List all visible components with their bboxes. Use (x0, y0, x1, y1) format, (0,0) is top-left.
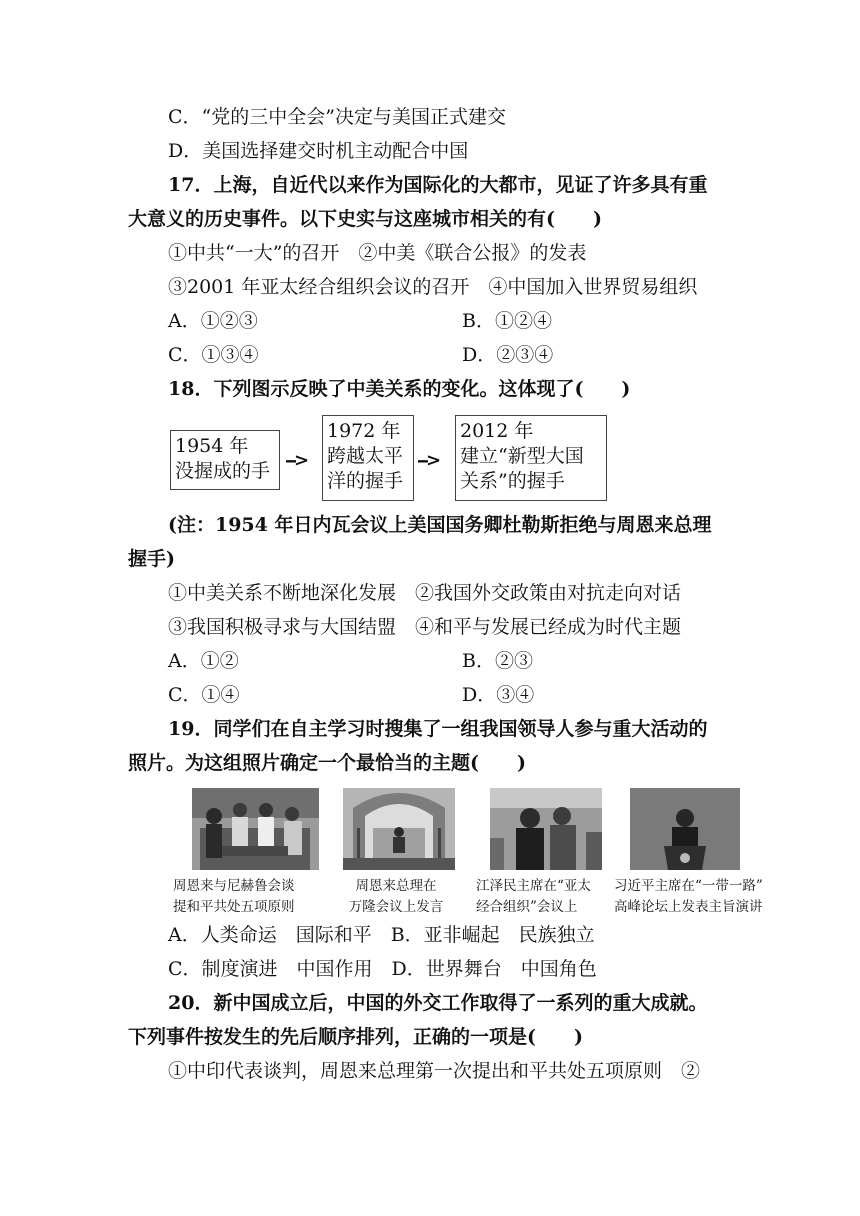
q17-items-line2: ③2001 年亚太经合组织会议的召开 ④中国加入世界贸易组织 (168, 276, 698, 298)
q19-options-cd: C．制度演进 中国作用 D．世界舞台 中国角色 (168, 958, 597, 980)
q18-items-line2: ③我国积极寻求与大国结盟 ④和平与发展已经成为时代主题 (168, 616, 682, 638)
q18-option-d: D．③④ (462, 684, 535, 706)
q17-stem-line1: 17．上海，自近代以来作为国际化的大都市，见证了许多具有重 (168, 174, 708, 196)
q18-option-a: A．①② (168, 650, 239, 672)
q18-note-line1: (注：1954 年日内瓦会议上美国国务卿杜勒斯拒绝与周恩来总理 (168, 514, 712, 536)
timeline-arrow-2: --> (417, 450, 439, 471)
photo-bandung-conference (343, 788, 455, 870)
photo-caption-4: 习近平主席在“一带一路” 高峰论坛上发表主旨演讲 (614, 878, 763, 915)
q16-option-c: C．“党的三中全会”决定与美国正式建交 (168, 106, 506, 128)
timeline-box-2012: 2012 年 建立“新型大国 关系”的握手 (455, 415, 607, 501)
q17-option-b: B．①②④ (462, 310, 552, 332)
q20-stem-line1: 20．新中国成立后，中国的外交工作取得了一系列的重大成就。 (168, 992, 708, 1014)
q18-stem: 18．下列图示反映了中美关系的变化。这体现了( ) (168, 378, 631, 400)
q19-options-ab: A．人类命运 国际和平 B．亚非崛起 民族独立 (168, 924, 595, 946)
timeline-box-1954: 1954 年 没握成的手 (170, 430, 280, 490)
photo-zhou-nehru-talks (192, 788, 319, 870)
photo-jiang-apec (490, 788, 602, 870)
q16-option-d: D．美国选择建交时机主动配合中国 (168, 140, 469, 162)
q18-option-c: C．①④ (168, 684, 240, 706)
q17-option-d: D．②③④ (462, 344, 554, 366)
q17-items-line1: ①中共“一大”的召开 ②中美《联合公报》的发表 (168, 242, 587, 264)
photo-caption-3: 江泽民主席在“亚太 经合组织”会议上 (476, 878, 591, 915)
q19-stem-line2: 照片。为这组照片确定一个最恰当的主题( ) (128, 752, 526, 774)
timeline-box-1972: 1972 年 跨越太平 洋的握手 (322, 415, 414, 501)
photo-caption-2: 周恩来总理在 万隆会议上发言 (348, 878, 444, 915)
q18-items-line1: ①中美关系不断地深化发展 ②我国外交政策由对抗走向对话 (168, 582, 682, 604)
q19-stem-line1: 19．同学们在自主学习时搜集了一组我国领导人参与重大活动的 (168, 718, 708, 740)
photo-xi-belt-road-forum (630, 788, 740, 870)
photo-caption-1: 周恩来与尼赫鲁会谈 提和平共处五项原则 (173, 878, 295, 915)
q20-stem-line2: 下列事件按发生的先后顺序排列，正确的一项是( ) (128, 1026, 583, 1048)
q18-note-line2: 握手) (128, 548, 175, 570)
q18-option-b: B．②③ (462, 650, 533, 672)
q17-option-c: C．①③④ (168, 344, 259, 366)
q20-items-line1: ①中印代表谈判，周恩来总理第一次提出和平共处五项原则 ② (168, 1060, 701, 1082)
q17-stem-line2: 大意义的历史事件。以下史实与这座城市相关的有( ) (128, 208, 602, 230)
q17-option-a: A．①②③ (168, 310, 258, 332)
timeline-arrow-1: --> (285, 450, 307, 471)
